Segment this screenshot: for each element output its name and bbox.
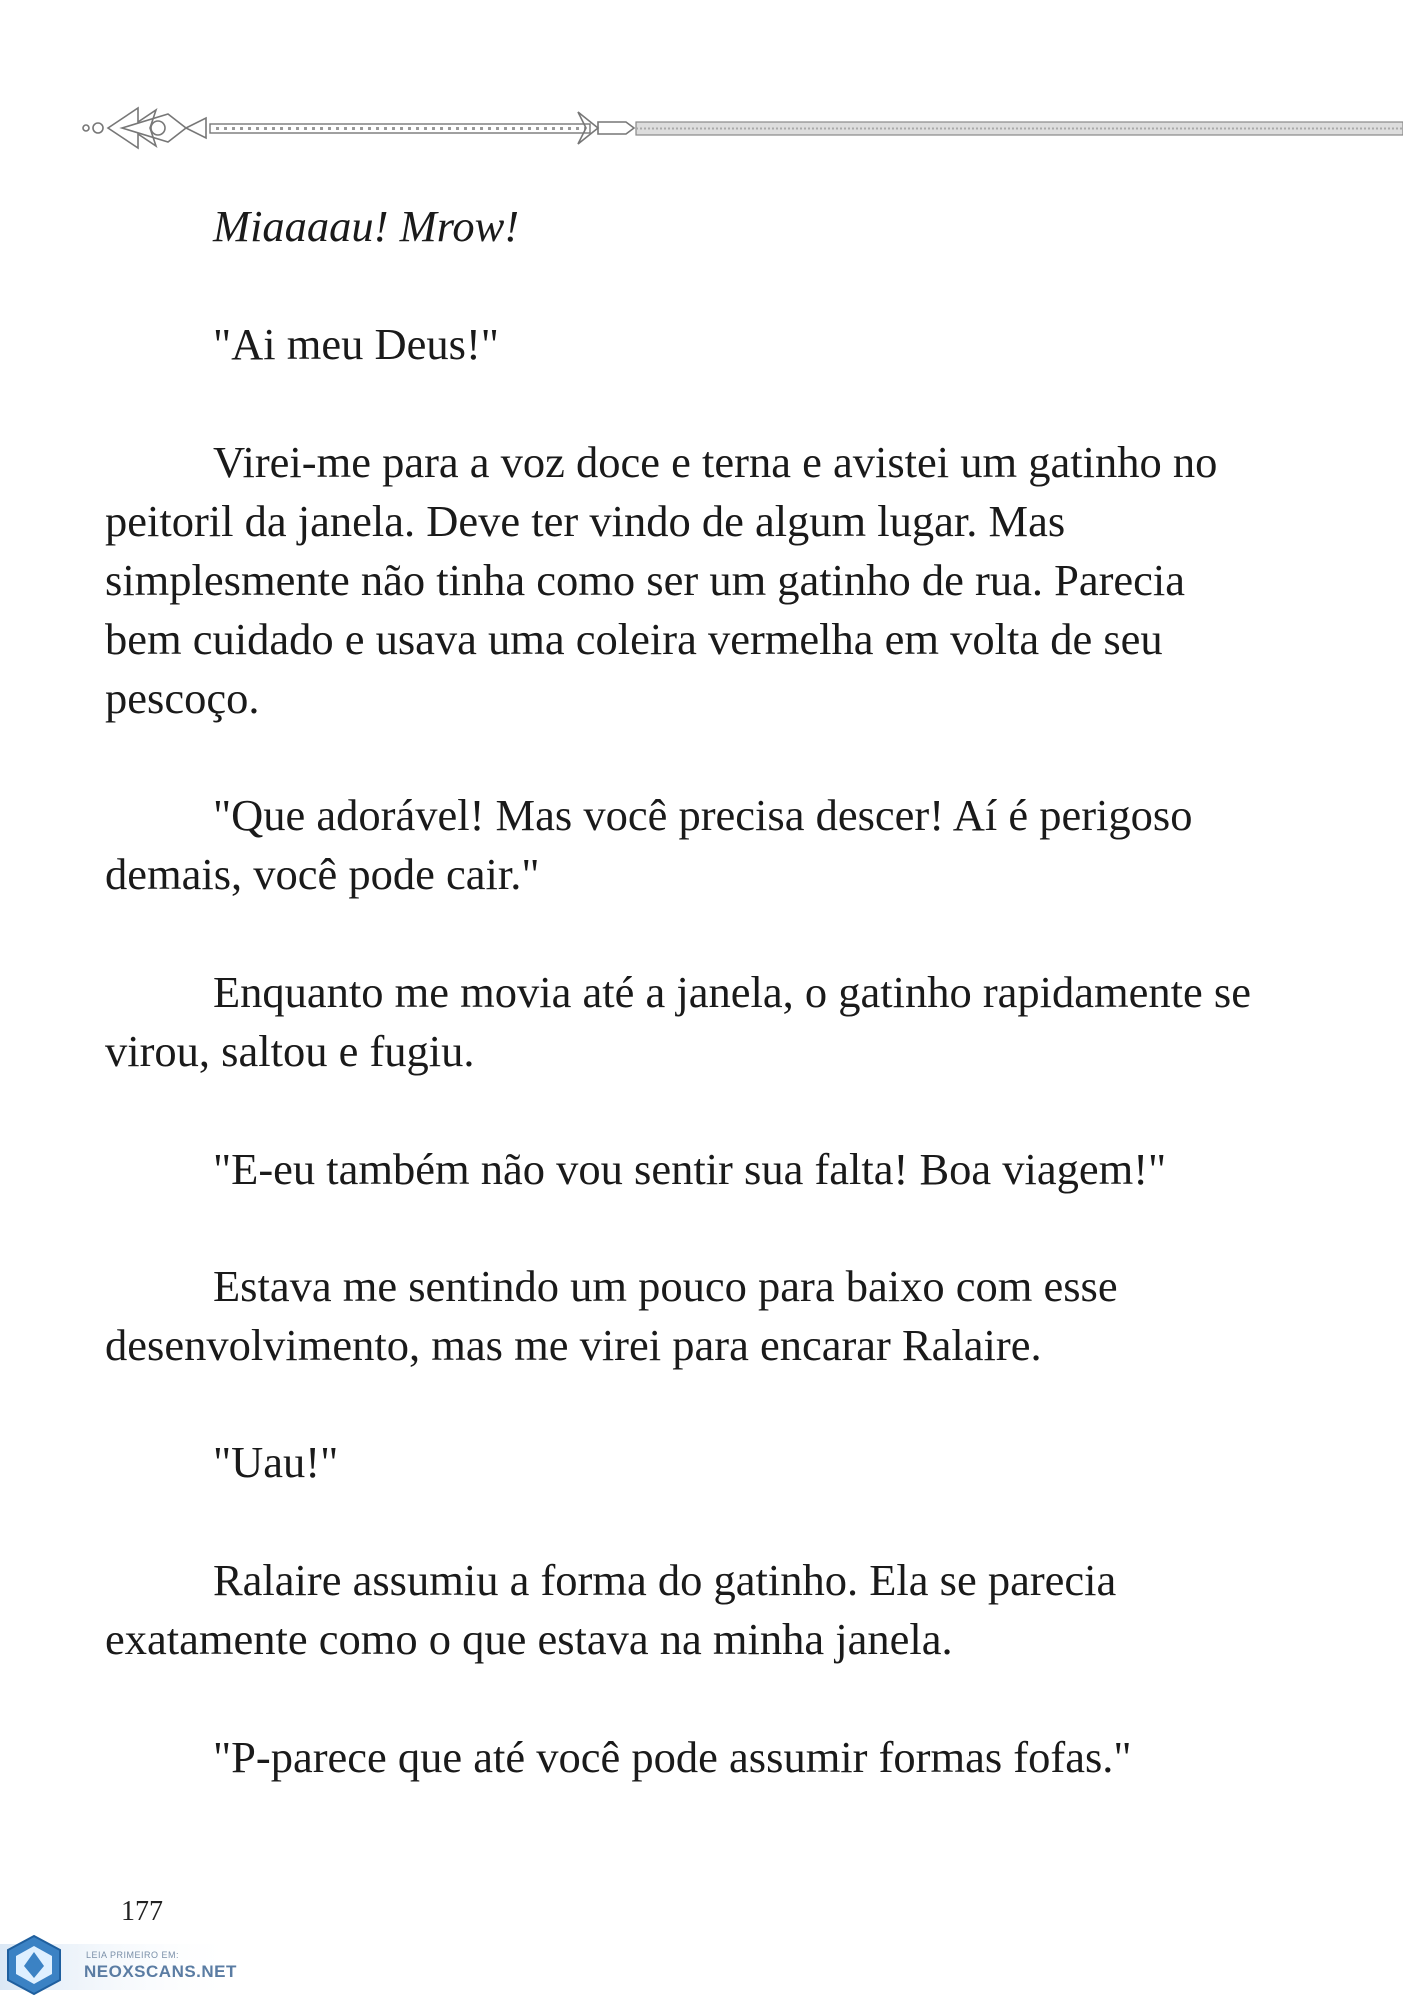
page-number: 177 — [121, 1896, 163, 1927]
text-line: Miaaaau! Mrow! — [213, 201, 520, 251]
text-line: simplesmente não tinha como ser um gatinho de rua. Parecia — [105, 555, 1186, 605]
paragraph-9 — [105, 1551, 1365, 1669]
text-line: "P-parece que até você pode assumir formas fofas." — [213, 1732, 1132, 1782]
text-line: Virei-me para a voz doce e terna e avistei um gatinho no — [213, 437, 1218, 487]
paragraph-3 — [105, 433, 1365, 728]
text-line: desenvolvimento, mas me virei para encarar Ralaire. — [105, 1320, 1042, 1370]
text-line: demais, você pode cair." — [105, 849, 540, 899]
ornament-divider-icon — [78, 100, 1403, 160]
paragraph-8 — [105, 1433, 1365, 1492]
paragraph-5 — [105, 963, 1365, 1081]
text-line: peitoril da janela. Deve ter vindo de algum lugar. Mas — [105, 496, 1066, 546]
text-line: "Ai meu Deus!" — [213, 319, 499, 369]
watermark-site: NEOXSCANS.NET — [84, 1962, 237, 1981]
paragraph-2 — [105, 315, 1365, 374]
text-line: Estava me sentindo um pouco para baixo com esse — [213, 1261, 1118, 1311]
paragraph-1 — [105, 197, 1365, 256]
text-line: pescoço. — [105, 673, 260, 723]
text-line: virou, saltou e fugiu. — [105, 1026, 475, 1076]
text-line: exatamente como o que estava na minha janela. — [105, 1614, 953, 1664]
paragraph-7 — [105, 1257, 1365, 1375]
paragraph-6 — [105, 1140, 1365, 1199]
text-line: Enquanto me movia até a janela, o gatinho rapidamente se — [213, 967, 1251, 1017]
text-line: "E-eu também não vou sentir sua falta! Boa viagem!" — [213, 1144, 1167, 1194]
paragraph-10 — [105, 1728, 1365, 1787]
watermark-caption: LEIA PRIMEIRO EM: — [86, 1950, 180, 1960]
text-line: Ralaire assumiu a forma do gatinho. Ela se parecia — [213, 1555, 1117, 1605]
text-line: bem cuidado e usava uma coleira vermelha em volta de seu — [105, 614, 1163, 664]
text-line: "Que adorável! Mas você precisa descer! Aí é perigoso — [213, 790, 1193, 840]
paragraph-4 — [105, 786, 1365, 904]
text-line: "Uau!" — [213, 1437, 339, 1487]
